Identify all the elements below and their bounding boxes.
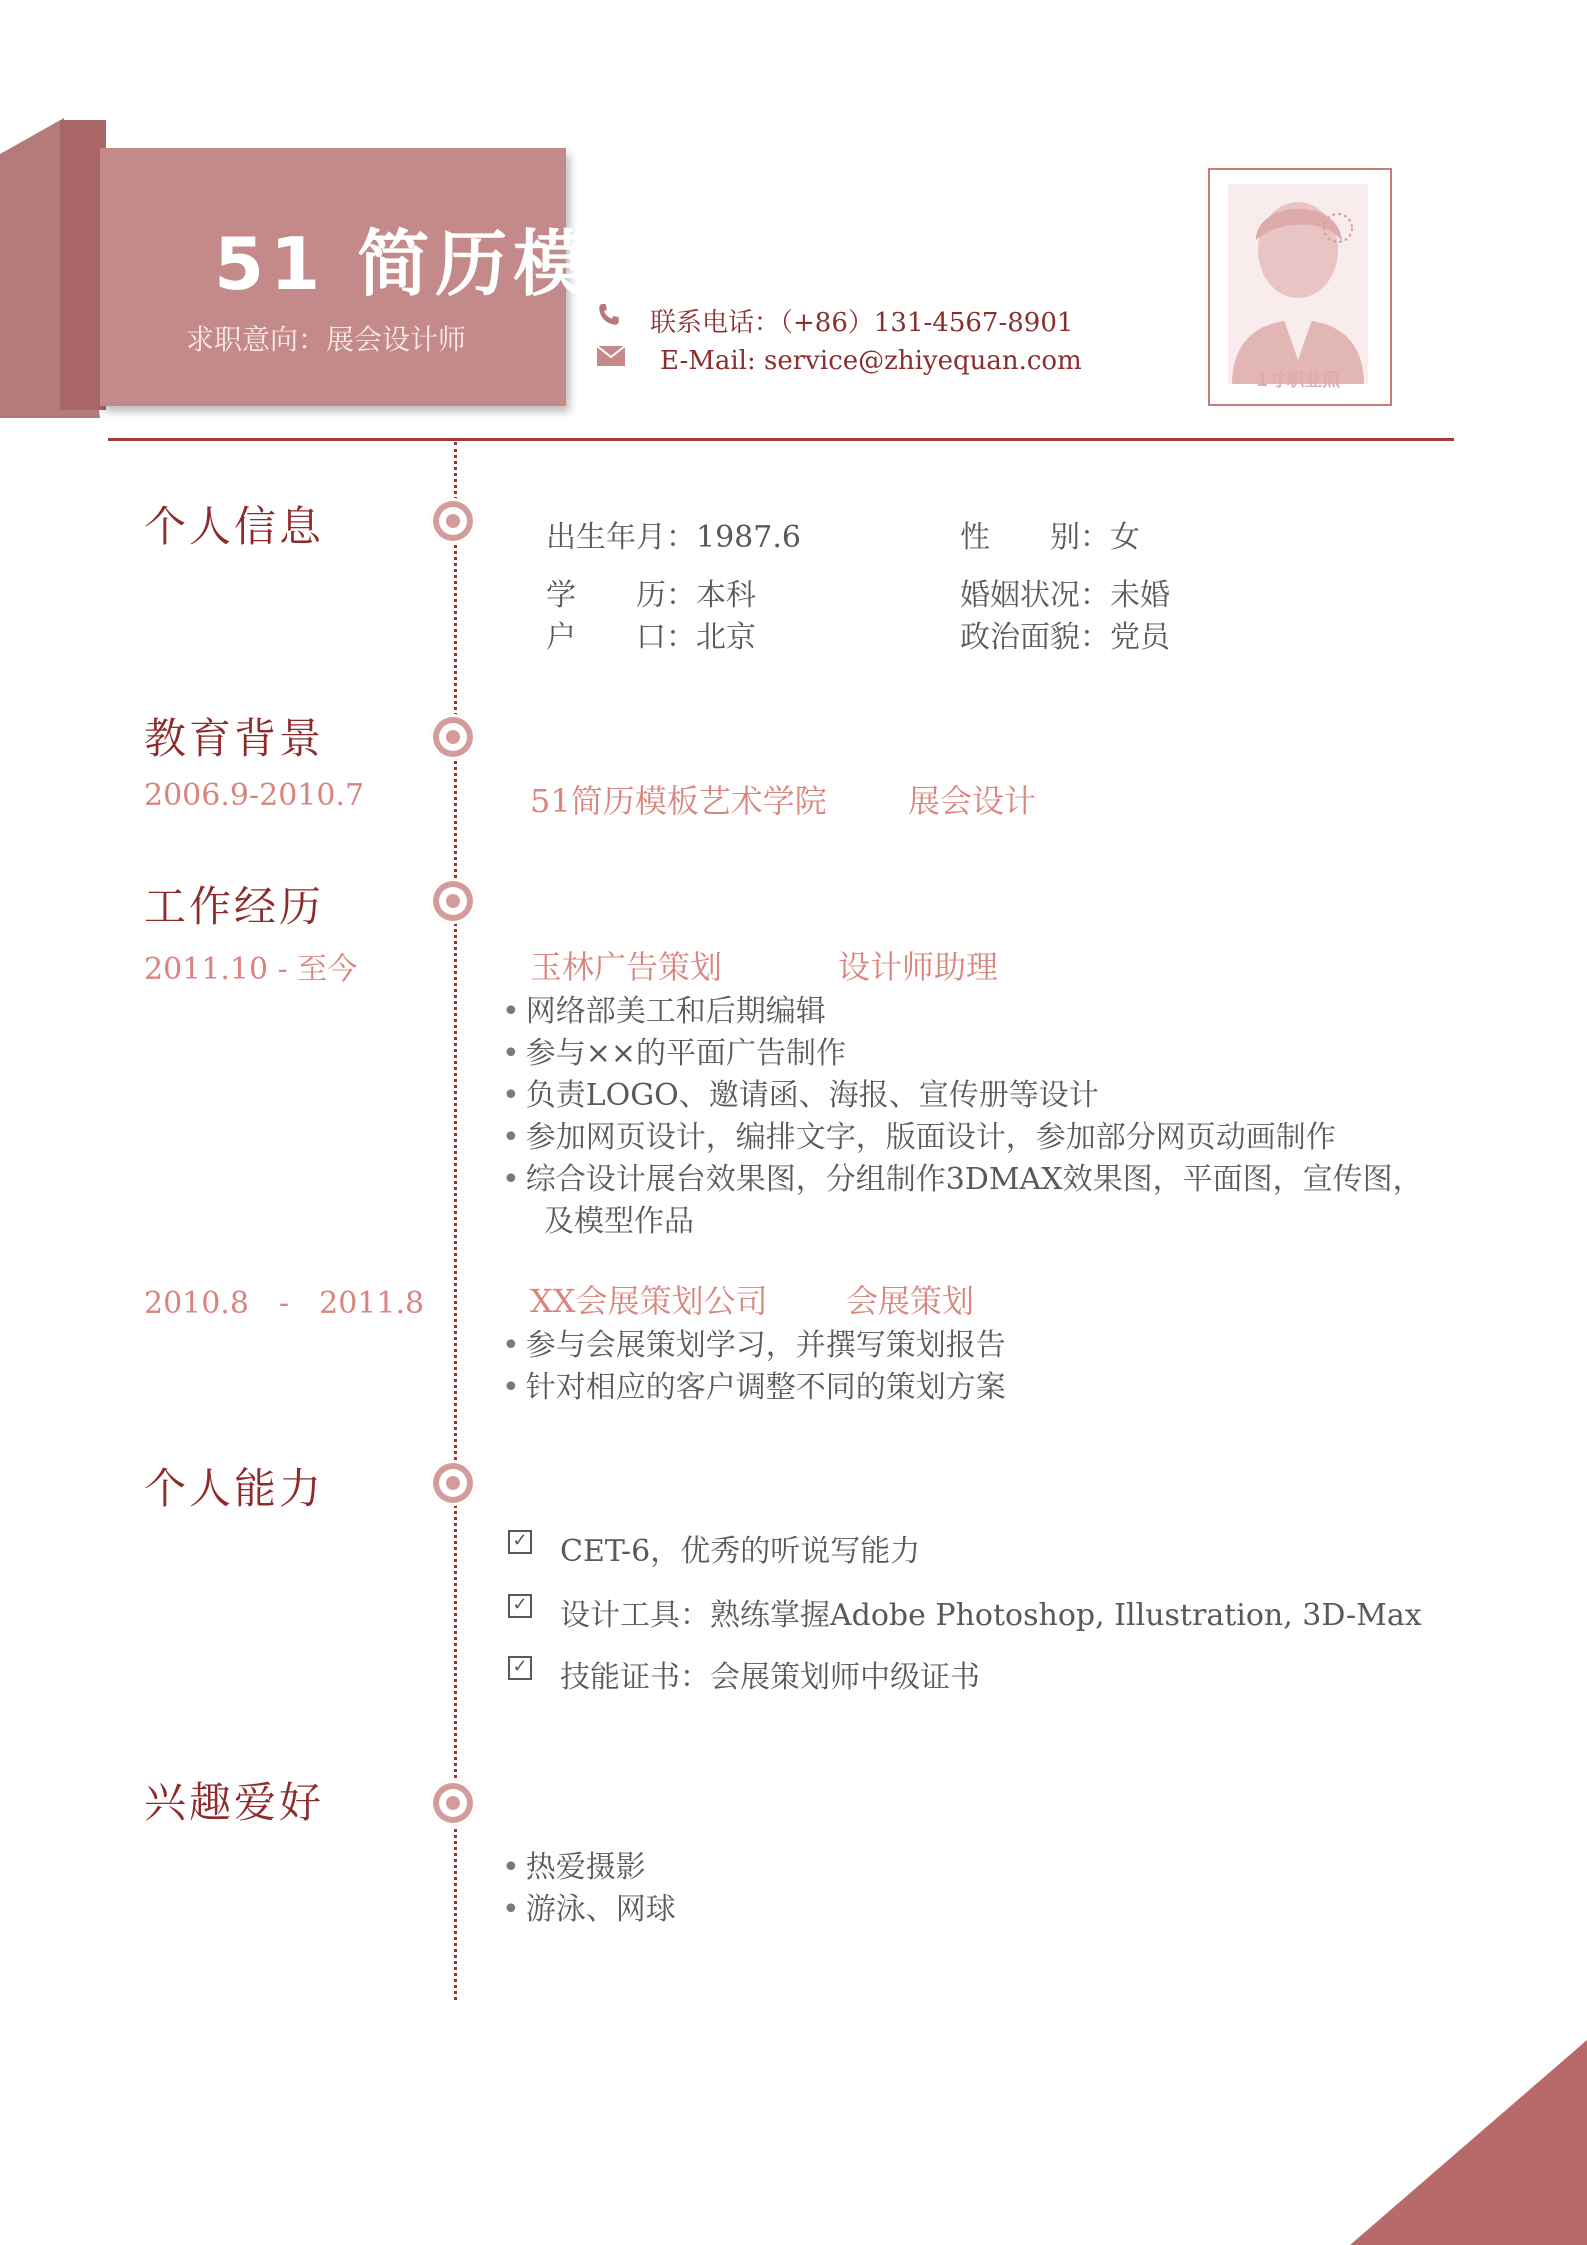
timeline-target-icon <box>430 878 476 924</box>
political-status: 政治面貌：党员 <box>960 620 1170 655</box>
checkbox-checked-icon: ✓ <box>508 1530 532 1554</box>
job-duty: • 针对相应的客户调整不同的策划方案 <box>502 1362 1006 1406</box>
job-date: 2011.10 - 至今 <box>144 952 358 987</box>
school-name: 51简历模板艺术学院 <box>530 782 827 820</box>
checkbox-checked-icon: ✓ <box>508 1656 532 1680</box>
birth-date: 出生年月：1987.6 <box>546 520 801 555</box>
section-title-hobbies: 兴趣爱好 <box>144 1778 325 1827</box>
job-position: 设计师助理 <box>838 948 999 986</box>
timeline-target-icon <box>430 714 476 760</box>
timeline-target-icon <box>430 498 476 544</box>
section-title-skills: 个人能力 <box>144 1464 325 1513</box>
gender: 性 别：女 <box>960 520 1140 555</box>
job-duty-continued: 及模型作品 <box>544 1204 694 1239</box>
timeline-target-icon <box>430 1460 476 1506</box>
section-title-personal: 个人信息 <box>144 502 325 551</box>
hobby-item: • 游泳、网球 <box>502 1884 676 1928</box>
job-position: 会展策划 <box>846 1282 975 1320</box>
job-date: 2010.8 - 2011.8 <box>144 1286 425 1321</box>
envelope-icon <box>596 344 626 368</box>
company-name: 玉林广告策划 <box>530 948 723 986</box>
section-title-work: 工作经历 <box>144 882 325 931</box>
marital-status: 婚姻状况：未婚 <box>960 578 1170 613</box>
photo-caption: 1寸职业照 <box>1255 370 1341 391</box>
phone-number: 联系电话：（+86）131-4567-8901 <box>650 308 1074 338</box>
education-level: 学 历：本科 <box>546 578 756 613</box>
job-duty: • 网络部美工和后期编辑 <box>502 986 826 1030</box>
job-duty: • 负责LOGO、邀请函、海报、宣传册等设计 <box>502 1070 1099 1114</box>
skill-item: 技能证书：会展策划师中级证书 <box>560 1660 980 1695</box>
job-duty: • 参与会展策划学习，并撰写策划报告 <box>502 1320 1006 1364</box>
skill-item: CET-6，优秀的听说写能力 <box>560 1534 921 1569</box>
timeline-line <box>454 442 457 2000</box>
hukou: 户 口：北京 <box>546 620 756 655</box>
job-duty: • 参与××的平面广告制作 <box>502 1028 846 1072</box>
phone-icon <box>596 302 622 328</box>
email-address: E-Mail: service@zhiyequan.com <box>660 346 1082 376</box>
timeline-target-icon <box>430 1780 476 1826</box>
company-name: XX会展策划公司 <box>530 1282 768 1320</box>
checkbox-checked-icon: ✓ <box>508 1594 532 1618</box>
education-date: 2006.9-2010.7 <box>144 778 365 813</box>
section-title-education: 教育背景 <box>144 714 325 763</box>
job-intent: 求职意向：展会设计师 <box>186 323 467 356</box>
corner-triangle-decoration <box>1350 2040 1587 2245</box>
skill-item: 设计工具：熟练掌握Adobe Photoshop, Illustration, 3D-Max <box>560 1598 1422 1633</box>
header-divider <box>108 438 1454 441</box>
hobby-item: • 热爱摄影 <box>502 1842 646 1886</box>
job-duty: • 综合设计展台效果图，分组制作3DMAX效果图，平面图，宣传图， <box>502 1154 1423 1198</box>
major: 展会设计 <box>908 782 1037 820</box>
candidate-name: 51 简历模 <box>214 222 592 306</box>
profile-photo-placeholder <box>1208 168 1392 406</box>
job-duty: • 参加网页设计，编排文字，版面设计，参加部分网页动画制作 <box>502 1112 1336 1156</box>
